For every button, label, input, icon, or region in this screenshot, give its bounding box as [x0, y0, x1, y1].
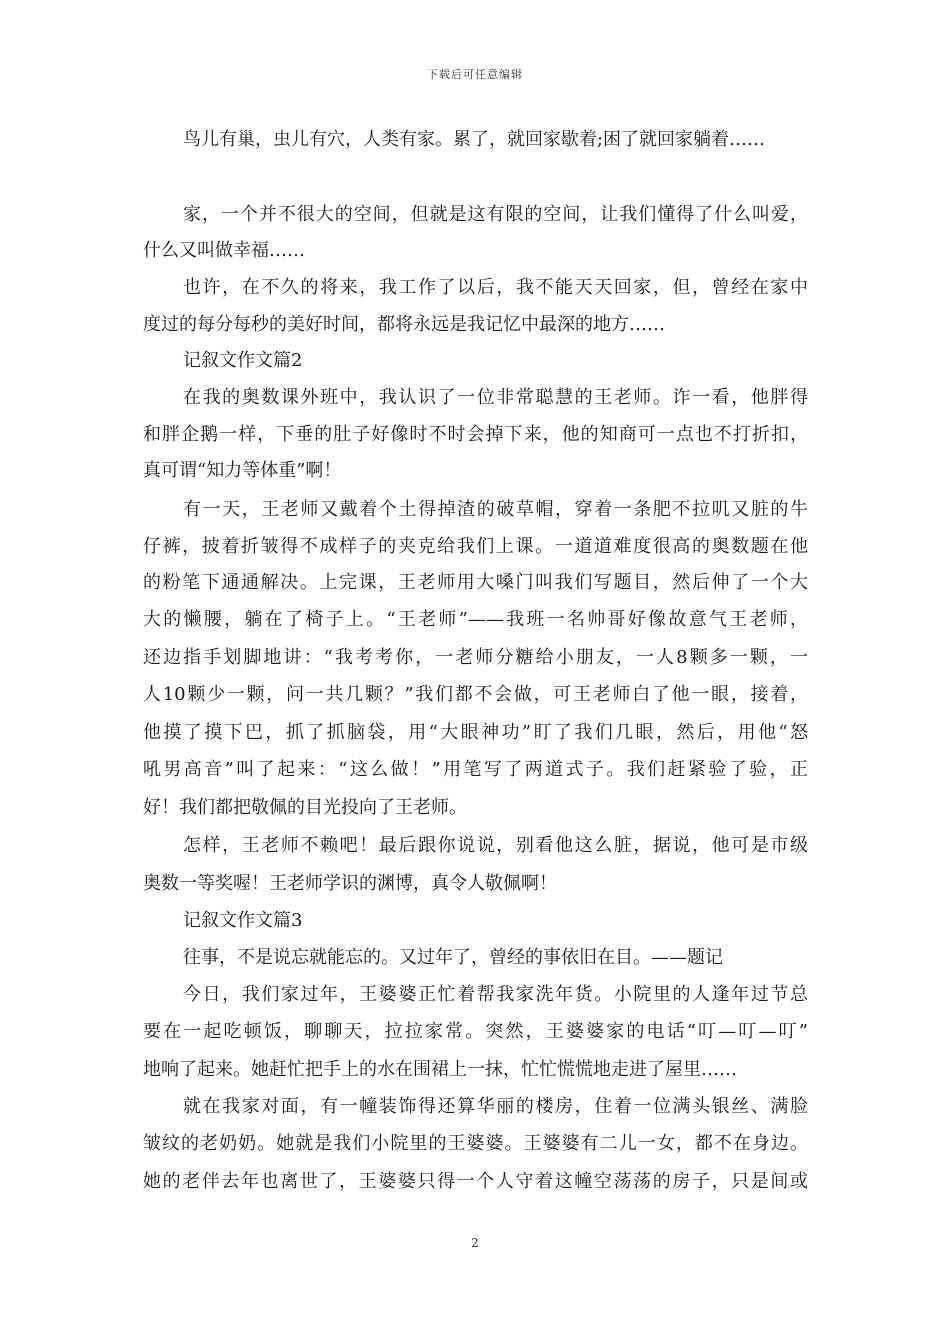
paragraph-line: 大的懒腰，躺在了椅子上。“王老师”——我班一名帅哥好像故意气王老师，: [143, 609, 808, 630]
paragraph-line: 就在我家对面，有一幢装饰得还算华丽的楼房，住着一位满头银丝、满脸: [183, 1096, 808, 1117]
paragraph-line: 的粉笔下通通解决。上完课，王老师用大嗓门叫我们写题目，然后伸了一个大: [143, 572, 808, 593]
page-number: 2: [471, 1236, 479, 1250]
paragraph-line: 怎样，王老师不赖吧！最后跟你说说，别看他这么脏，据说，他可是市级: [183, 835, 808, 856]
paragraph-line: 真可谓“知力等体重”啊！: [143, 460, 342, 481]
paragraph-line: 吼男高音”叫了起来：“这么做！”用笔写了两道式子。我们赶紧验了验，正: [143, 759, 808, 780]
paragraph-line: 也许，在不久的将来，我工作了以后，我不能天天回家，但，曾经在家中: [183, 277, 808, 298]
paragraph-line: 她的老伴去年也离世了，王婆婆只得一个人守着这幢空荡荡的房子，只是间或: [143, 1171, 808, 1192]
paragraph-line: 仔裤，披着折皱得不成样子的夹克给我们上课。一道道难度很高的奥数题在他: [143, 536, 808, 557]
section-heading: 记叙文作文篇2: [183, 350, 303, 371]
section-heading: 记叙文作文篇3: [183, 910, 303, 931]
paragraph-line: 今日，我们家过年，王婆婆正忙着帮我家洗年货。小院里的人逢年过节总: [183, 984, 808, 1005]
paragraph-line: 好！我们都把敬佩的目光投向了王老师。: [143, 797, 467, 818]
paragraph-line: 度过的每分每秒的美好时间，都将永远是我记忆中最深的地方……: [143, 314, 665, 335]
paragraph-line: 皱纹的老奶奶。她就是我们小院里的王婆婆。王婆婆有二儿一女，都不在身边。: [143, 1133, 808, 1154]
paragraph-line: 有一天，王老师又戴着个土得掉渣的破草帽，穿着一条肥不拉叽又脏的牛: [183, 499, 808, 520]
paragraph-line: 在我的奥数课外班中，我认识了一位非常聪慧的王老师。诈一看，他胖得: [183, 387, 808, 408]
paragraph-line: 地响了起来。她赶忙把手上的水在围裙上一抹，忙忙慌慌地走进了屋里……: [143, 1059, 737, 1080]
paragraph-line: 往事，不是说忘就能忘的。又过年了，曾经的事依旧在目。——题记: [183, 947, 723, 968]
page-header: 下载后可任意编辑: [427, 68, 523, 81]
paragraph-line: 奥数一等奖喔！王老师学识的渊博，真令人敬佩啊！: [143, 873, 557, 894]
paragraph-line: 什么又叫做幸福……: [143, 240, 305, 261]
paragraph-line: 和胖企鹅一样，下垂的肚子好像时不时会掉下来，他的知商可一点也不打折扣，: [143, 424, 808, 445]
paragraph-line: 他摸了摸下巴，抓了抓脑袋，用“大眼神功”盯了我们几眼，然后，用他“怒: [143, 722, 808, 743]
paragraph-line: 要在一起吃顿饭，聊聊天，拉拉家常。突然，王婆婆家的电话“叮—叮—叮”: [143, 1021, 808, 1042]
paragraph-line: 人10颗少一颗，问一共几颗？”我们都不会做，可王老师白了他一眼，接着，: [143, 684, 808, 705]
paragraph-line: 家，一个并不很大的空间，但就是这有限的空间，让我们懂得了什么叫爱，: [183, 204, 808, 225]
paragraph-line: 还边指手划脚地讲：“我考考你，一老师分糖给小朋友，一人8颗多一颗，一: [143, 647, 808, 668]
paragraph-line: 鸟儿有巢，虫儿有穴，人类有家。累了，就回家歇着;困了就回家躺着……: [183, 129, 766, 150]
